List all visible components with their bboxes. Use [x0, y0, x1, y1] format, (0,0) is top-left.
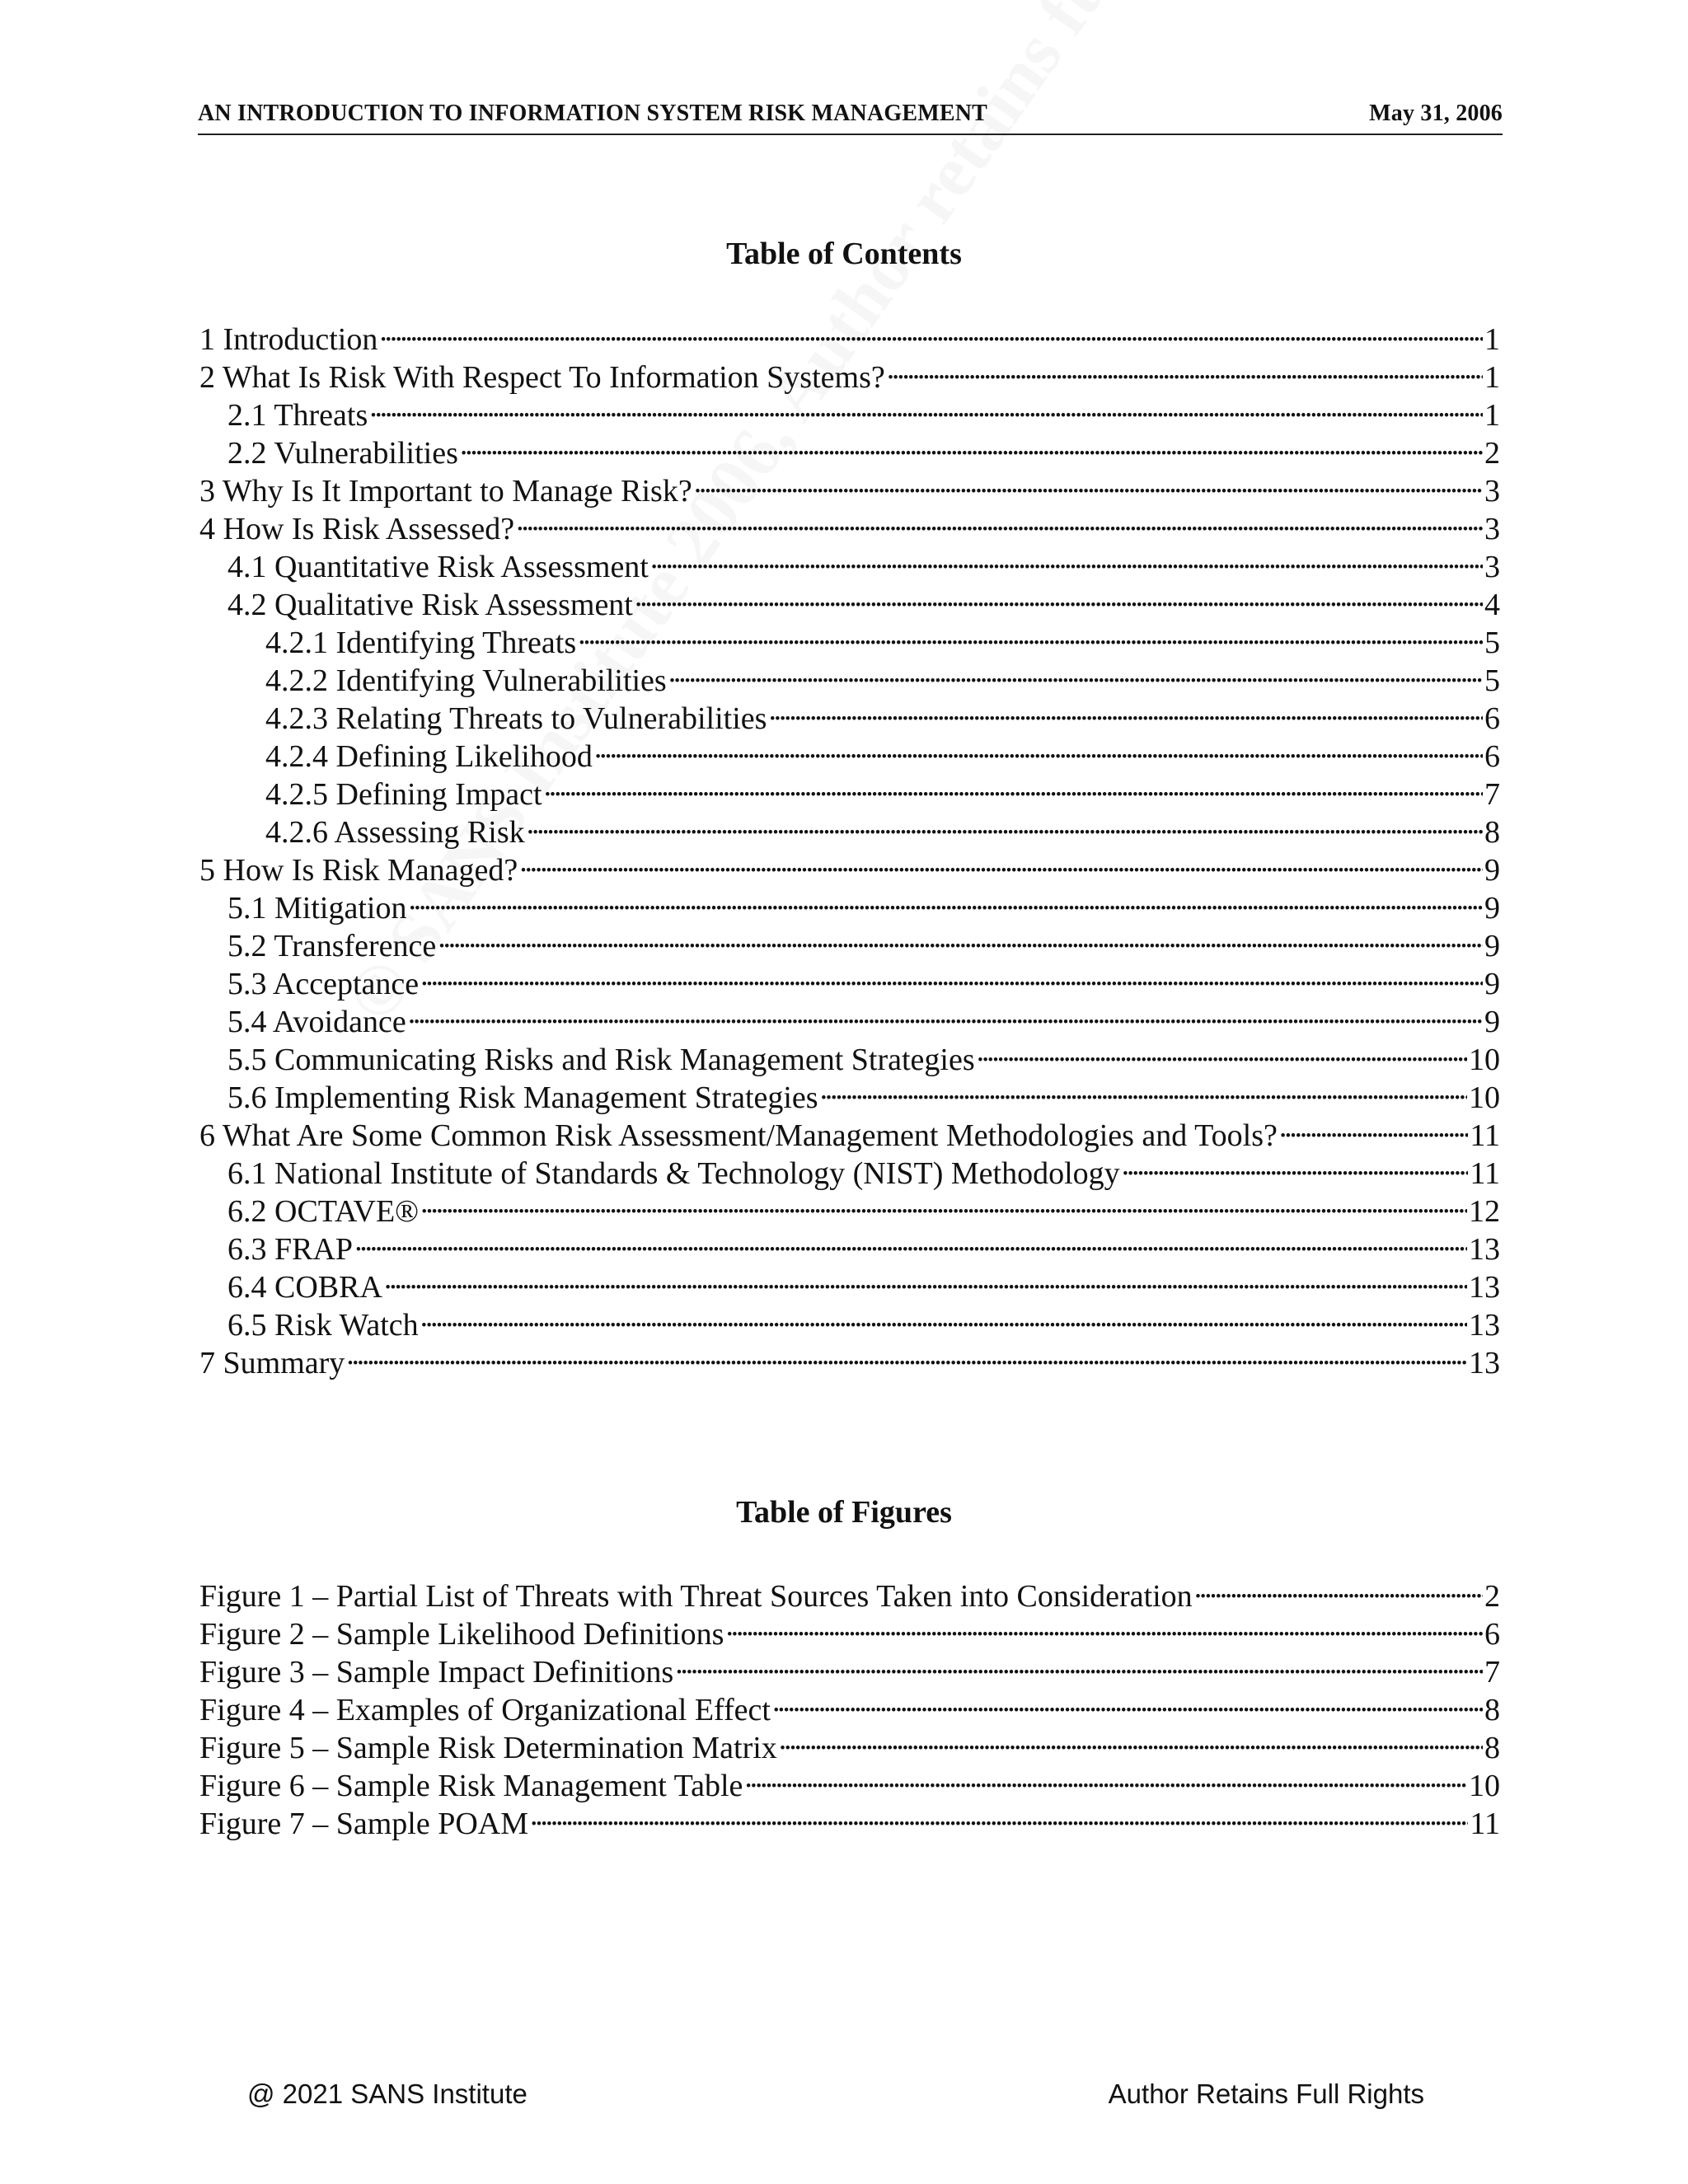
dot-leader [519, 842, 1483, 880]
dot-leader [744, 1758, 1467, 1796]
toc-entry-page-number: 5 [1484, 663, 1500, 698]
toc-entry-page-number: 13 [1469, 1308, 1500, 1343]
toc-entry[interactable] [199, 312, 1500, 357]
figure-entry-label: Figure 4 – Examples of Organizational Effect [199, 1693, 771, 1727]
toc-entry[interactable] [199, 349, 1500, 395]
figure-entry-page-number: 8 [1484, 1693, 1500, 1727]
toc-entry-label: 4.2.5 Defining Impact [265, 777, 542, 812]
toc-entry-label: 4.2.2 Identifying Vulnerabilities [265, 663, 667, 698]
toc-entry-label: 4.1 Quantitative Risk Assessment [227, 550, 649, 584]
toc-entry-label: 5.2 Transference [227, 929, 437, 963]
toc-entry-label: 2.2 Vulnerabilities [227, 436, 458, 471]
toc-entry-page-number: 13 [1469, 1270, 1500, 1305]
dot-leader [420, 1183, 1467, 1221]
dot-leader [420, 956, 1483, 994]
dot-leader [725, 1606, 1483, 1644]
figure-entry-page-number: 11 [1470, 1807, 1500, 1841]
dot-leader [650, 539, 1483, 577]
toc-entry[interactable] [199, 387, 1500, 433]
figure-entry-page-number: 10 [1469, 1769, 1500, 1803]
dot-leader [668, 653, 1483, 691]
toc-entry-page-number: 9 [1484, 929, 1500, 963]
toc-entry-page-number: 3 [1484, 474, 1500, 509]
dot-leader [1122, 1146, 1469, 1183]
dot-leader [694, 463, 1483, 501]
dot-leader [527, 804, 1483, 842]
toc-entry-page-number: 9 [1484, 891, 1500, 926]
dot-leader [530, 1796, 1468, 1834]
toc-entry-label: 6.4 COBRA [227, 1270, 382, 1305]
toc-entry-page-number: 13 [1469, 1232, 1500, 1267]
toc-entry-label: 6.1 National Institute of Standards & Technology (NIST) Methodology [227, 1156, 1120, 1191]
toc-entry-label: 5.4 Avoidance [227, 1005, 406, 1039]
toc-entry-label: 4.2.1 Identifying Threats [265, 626, 577, 660]
toc-entry-page-number: 1 [1484, 398, 1500, 433]
dot-leader [460, 425, 1483, 463]
toc-entry-label: 6.3 FRAP [227, 1232, 354, 1267]
toc-entry-page-number: 6 [1484, 739, 1500, 774]
footer-copyright: @ 2021 SANS Institute [247, 2079, 528, 2109]
figure-entry[interactable] [199, 1568, 1500, 1614]
table-of-figures [199, 1568, 1500, 1841]
figure-entry-label: Figure 7 – Sample POAM [199, 1807, 528, 1841]
figure-entry-label: Figure 3 – Sample Impact Definitions [199, 1655, 674, 1690]
toc-entry-label: 5.3 Acceptance [227, 967, 420, 1001]
dot-leader [594, 729, 1483, 766]
dot-leader [369, 387, 1483, 425]
toc-entry-label: 4 How Is Risk Assessed? [199, 512, 515, 546]
figure-entry-page-number: 7 [1484, 1655, 1500, 1690]
toc-entry-label: 2 What Is Risk With Respect To Information Systems? [199, 360, 885, 395]
dot-leader [768, 691, 1483, 729]
table-of-contents [199, 312, 1500, 1380]
dot-leader [977, 1032, 1467, 1070]
toc-entry[interactable] [199, 1221, 1500, 1267]
toc-entry-label: 1 Introduction [199, 322, 378, 357]
document-date: May 31, 2006 [1369, 101, 1503, 126]
toc-entry-page-number: 9 [1484, 967, 1500, 1001]
toc-entry-label: 5.5 Communicating Risks and Risk Management Strategies [227, 1043, 975, 1077]
table-of-figures-title: Table of Figures [736, 1495, 952, 1530]
figure-entry-page-number: 2 [1484, 1579, 1500, 1614]
toc-entry-page-number: 2 [1484, 436, 1500, 471]
dot-leader [635, 577, 1483, 615]
toc-entry-page-number: 6 [1484, 701, 1500, 736]
toc-entry-page-number: 12 [1469, 1194, 1500, 1229]
figure-entry-label: Figure 6 – Sample Risk Management Table [199, 1769, 743, 1803]
footer-rights: Author Retains Full Rights [1108, 2079, 1424, 2109]
dot-leader [408, 994, 1483, 1032]
toc-entry-label: 7 Summary [199, 1346, 345, 1380]
dot-leader [420, 1297, 1467, 1335]
toc-entry-page-number: 11 [1470, 1156, 1500, 1191]
toc-entry-label: 4.2 Qualitative Risk Assessment [227, 588, 633, 622]
toc-entry-label: 6.5 Risk Watch [227, 1308, 419, 1343]
dot-leader [1279, 1108, 1469, 1146]
toc-entry[interactable] [199, 425, 1500, 471]
toc-entry[interactable] [199, 1335, 1500, 1380]
toc-entry-page-number: 1 [1484, 360, 1500, 395]
toc-entry-page-number: 10 [1469, 1043, 1500, 1077]
toc-entry-label: 3 Why Is It Important to Manage Risk? [199, 474, 692, 509]
toc-entry-page-number: 13 [1469, 1346, 1500, 1380]
figure-entry-page-number: 8 [1484, 1731, 1500, 1765]
dot-leader [516, 501, 1483, 539]
dot-leader [578, 615, 1483, 653]
dot-leader [438, 918, 1483, 956]
toc-entry-page-number: 1 [1484, 322, 1500, 357]
dot-leader [346, 1335, 1467, 1373]
dot-leader [675, 1644, 1483, 1682]
toc-entry-label: 4.2.6 Assessing Risk [265, 815, 525, 850]
toc-entry-label: 5.6 Implementing Risk Management Strategies [227, 1080, 818, 1115]
toc-entry-page-number: 11 [1470, 1118, 1500, 1153]
dot-leader [384, 1259, 1467, 1297]
dot-leader [544, 766, 1483, 804]
toc-entry-page-number: 3 [1484, 550, 1500, 584]
table-of-contents-title: Table of Contents [726, 237, 962, 271]
dot-leader [354, 1221, 1467, 1259]
toc-entry-label: 6.2 OCTAVE® [227, 1194, 420, 1229]
figure-entry-label: Figure 1 – Partial List of Threats with Threat Sources Taken into Consideration [199, 1579, 1193, 1614]
dot-leader [779, 1720, 1483, 1758]
toc-entry-page-number: 5 [1484, 626, 1500, 660]
toc-entry-label: 4.2.4 Defining Likelihood [265, 739, 593, 774]
toc-entry-label: 2.1 Threats [227, 398, 368, 433]
toc-entry-page-number: 8 [1484, 815, 1500, 850]
toc-entry-page-number: 7 [1484, 777, 1500, 812]
dot-leader [772, 1682, 1483, 1720]
toc-entry-page-number: 3 [1484, 512, 1500, 546]
dot-leader [1194, 1568, 1483, 1606]
toc-entry-page-number: 10 [1469, 1080, 1500, 1115]
dot-leader [820, 1070, 1467, 1108]
dot-leader [887, 349, 1483, 387]
toc-entry-label: 6 What Are Some Common Risk Assessment/Management Methodologies and Tools? [199, 1118, 1278, 1153]
document-title: AN INTRODUCTION TO INFORMATION SYSTEM RISK MANAGEMENT [198, 101, 988, 126]
toc-entry-page-number: 4 [1484, 588, 1500, 622]
toc-entry[interactable] [199, 1259, 1500, 1305]
dot-leader [408, 880, 1483, 918]
toc-entry-label: 5.1 Mitigation [227, 891, 407, 926]
toc-entry[interactable] [199, 1297, 1500, 1343]
toc-entry-page-number: 9 [1484, 1005, 1500, 1039]
toc-entry-page-number: 9 [1484, 853, 1500, 888]
dot-leader [379, 312, 1483, 349]
figure-entry-label: Figure 2 – Sample Likelihood Definitions [199, 1617, 724, 1652]
page-header [198, 97, 1503, 135]
toc-entry-label: 4.2.3 Relating Threats to Vulnerabilities [265, 701, 767, 736]
figure-entry-page-number: 6 [1484, 1617, 1500, 1652]
toc-entry-label: 5 How Is Risk Managed? [199, 853, 518, 888]
figure-entry-label: Figure 5 – Sample Risk Determination Matrix [199, 1731, 777, 1765]
